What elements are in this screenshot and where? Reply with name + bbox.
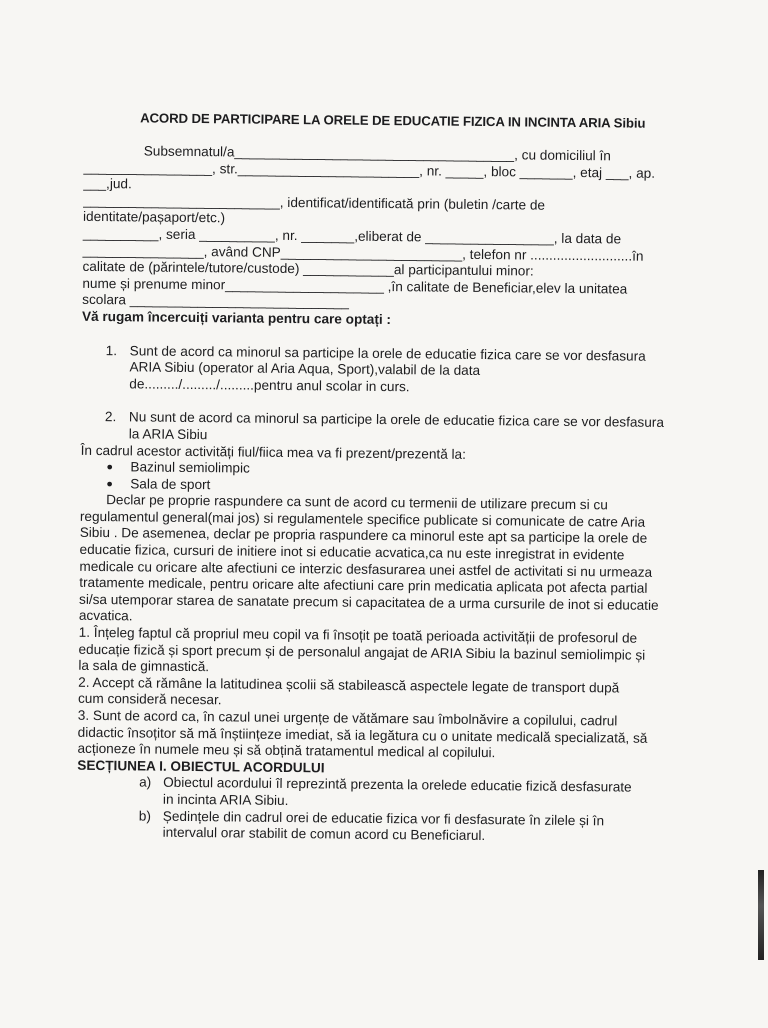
scan-edge-mark	[758, 870, 764, 960]
field-line: __________________________, identificat/identificată prin (buletin /carte de identitate/pașaport/etc.)	[82, 192, 546, 226]
section-item-b	[139, 808, 673, 847]
point-line: la sala de gimnastică.	[78, 658, 210, 675]
declaration-line: acvatica.	[78, 608, 133, 624]
points-list	[77, 625, 674, 764]
options-list	[81, 342, 678, 448]
field-line: _________________, str.________________________, nr. _____, bloc _______, etaj ___, ap. ___,jud.	[83, 159, 656, 192]
field-line: scolara _____________________________	[82, 292, 350, 310]
declaration-line: tratamente medicale, pentru oricare alte afectiuni care prin medicatia aplicata pot afecta partial	[79, 575, 648, 597]
activity-label: Bazinul semiolimpic	[130, 459, 250, 476]
field-line: Subsemnatul/a_____________________________________, cu domiciliul în	[143, 143, 611, 164]
point-line: cum consideră necesar.	[77, 691, 222, 708]
section-item-line: Obiectul acordului îl reprezintă prezenta la orelede educatie fizică desfasurate	[163, 775, 632, 795]
point-line: 2. Accept că rămâne la latitudinea școlii să stabilească aspectele legate de transport după	[78, 674, 620, 696]
declaration-line: medicale cu oricare alte afectiuni ce interzic desfasurarea unei astfel de activitati si nu urmeaza	[79, 558, 653, 580]
option-number: 2.	[104, 409, 117, 425]
section-item-line: in incinta ARIA Sibiu.	[162, 791, 289, 808]
declaration-line: regulamentul general(mai jos) si regulamentele specifice publicate si comunicate de catre Aria	[79, 508, 646, 530]
section-item-letter: a)	[139, 774, 152, 790]
document-title: ACORD DE PARTICIPARE LA ORELE DE EDUCATIE FIZICA IN INCINTA ARIA Sibiu	[140, 110, 646, 131]
section-item-a	[139, 775, 673, 814]
option-line: de........./........./.........pentru anul scolar in curs.	[129, 376, 410, 394]
declaration-paragraph	[79, 492, 676, 631]
declaration-line: si/sa utemporar starea de sanatate precum si capacitatea de a urma cursurile de inot si educatie	[78, 591, 659, 613]
field-line: __________, seria __________, nr. _______,eliberat de _________________, la data de	[82, 225, 622, 247]
field-line: nume și prenume minor_____________________ ,în calitate de Beneficiar,elev la unitatea	[82, 275, 628, 297]
option-line: la ARIA Sibiu	[128, 426, 208, 443]
option-item-1	[105, 343, 677, 399]
declaration-line: educatie fizica, cursuri de initiere inot si educatie acvatica,ca nu este inregistrat in evidente	[79, 541, 625, 563]
point-line: acționeze în numele meu și să obțină tratamentul medical al copilului.	[77, 740, 496, 761]
section-items-list	[77, 774, 674, 847]
activities-intro: În cadrul acestor activități fiul/fiica mea va fi prezent/prezentă la:	[80, 442, 467, 462]
option-item-2	[105, 409, 677, 448]
point-line: 3. Sunt de acord ca, în cazul unei urgențe de vătămare sau îmbolnăvire a copilului, cadrul	[77, 707, 618, 729]
option-line: Nu sunt de acord ca minorul sa participe la orele de educatie fizica care se vor desfasura	[128, 409, 664, 431]
section-item-line: Ședințele din cadrul orei de educatie fizica vor fi desfasurate în zilele și în	[162, 808, 605, 828]
bullet-icon: ●	[106, 477, 113, 490]
section-title: SECȚIUNEA I. OBIECTUL ACORDULUI	[77, 757, 325, 776]
point-line: 1. Înțeleg faptul că propriul meu copil va fi însoțit pe toată perioada activității de profesorul de	[78, 624, 638, 646]
document-body	[77, 143, 680, 847]
option-number: 1.	[105, 342, 118, 358]
bullet-icon: ●	[106, 461, 114, 474]
instruction-text: Vă rugam încercuiți varianta pentru care optați :	[81, 308, 392, 327]
declaration-line: Sibiu . De asemenea, declar pe propria raspundere ca minorul este apt sa participe la orele de	[79, 525, 648, 547]
point-line: didactic însoțitor să mă înștiințeze imediat, să ia legătura cu o unitate medicală specializată, să	[77, 724, 648, 746]
option-line: ARIA Sibiu (operator al Aria Aqua, Sport),valabil de la data	[129, 359, 481, 379]
field-line: ________________, având CNP________________________, telefon nr ...........................în	[82, 242, 644, 264]
section-item-line: intervalul orar stabilit de comun acord cu Beneficiarul.	[162, 824, 486, 844]
point-line: educație fizică și sport precum și de personalul angajat de ARIA Sibiu la bazinul semiolimpic și	[78, 641, 646, 663]
section-item-letter: b)	[138, 808, 151, 824]
field-line: calitate de (părintele/tutore/custode) ____________al participantului minor:	[82, 258, 534, 279]
option-line: Sunt de acord ca minorul sa participe la orele de educatie fizica care se vor desfasura	[129, 342, 646, 364]
declaration-line: Declar pe proprie raspundere ca sunt de acord cu termenii de utilizare precum si cu	[106, 492, 608, 513]
activity-label: Sala de sport	[130, 476, 211, 492]
